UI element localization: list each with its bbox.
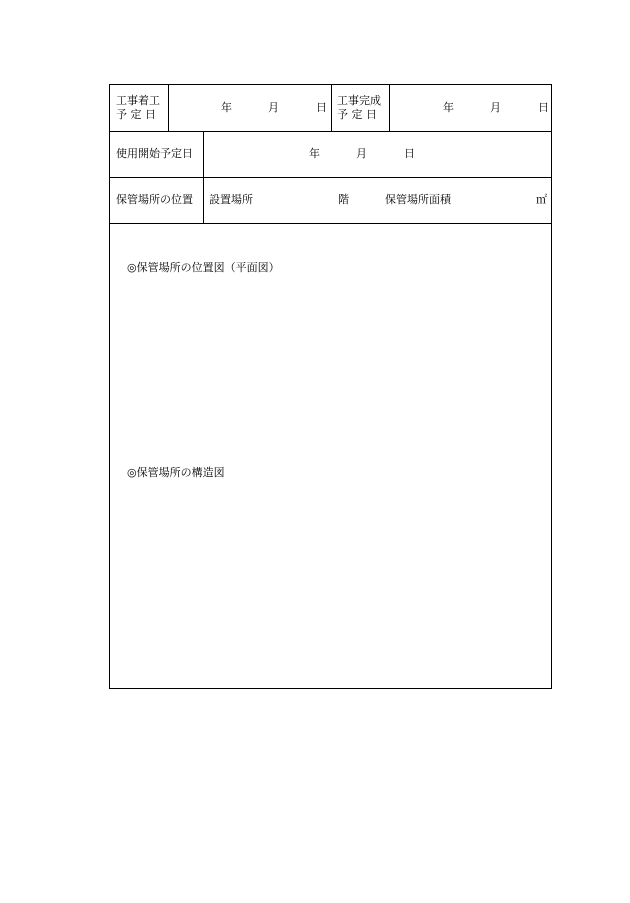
divider bbox=[168, 85, 169, 131]
construction-start-year-field[interactable]: 年 bbox=[221, 101, 232, 114]
construction-complete-label-line1: 工事完成 bbox=[337, 94, 381, 107]
divider bbox=[331, 85, 332, 131]
construction-start-label-line1: 工事着工 bbox=[116, 94, 160, 107]
storage-location-label: 保管場所の位置 bbox=[116, 193, 193, 206]
divider bbox=[203, 131, 204, 177]
divider bbox=[389, 85, 390, 131]
construction-complete-month-field[interactable]: 月 bbox=[490, 101, 501, 114]
construction-complete-year-field[interactable]: 年 bbox=[443, 101, 454, 114]
construction-start-month-field[interactable]: 月 bbox=[268, 101, 279, 114]
construction-start-label bbox=[116, 94, 160, 122]
usage-start-year-field[interactable]: 年 bbox=[309, 147, 320, 160]
usage-start-label: 使用開始予定日 bbox=[116, 147, 193, 160]
divider bbox=[203, 177, 204, 223]
construction-dates-row bbox=[110, 85, 551, 132]
structure-diagram-heading: ◎保管場所の構造図 bbox=[127, 466, 225, 479]
construction-complete-label bbox=[337, 94, 381, 122]
floor-label: 階 bbox=[338, 193, 349, 206]
usage-start-day-field[interactable]: 日 bbox=[404, 147, 415, 160]
storage-area-label: 保管場所面積 bbox=[385, 193, 451, 206]
storage-form bbox=[109, 84, 552, 689]
square-meter-unit: ㎡ bbox=[536, 193, 547, 206]
installation-location-label: 設置場所 bbox=[209, 193, 253, 206]
construction-start-label-line2: 予 定 日 bbox=[116, 108, 156, 121]
storage-location-row bbox=[110, 177, 551, 224]
construction-start-day-field[interactable]: 日 bbox=[316, 101, 327, 114]
usage-start-row bbox=[110, 131, 551, 178]
construction-complete-label-line2: 予 定 日 bbox=[337, 108, 377, 121]
construction-complete-day-field[interactable]: 日 bbox=[538, 101, 549, 114]
usage-start-month-field[interactable]: 月 bbox=[356, 147, 367, 160]
location-plan-heading: ◎保管場所の位置図（平面図） bbox=[127, 261, 280, 274]
